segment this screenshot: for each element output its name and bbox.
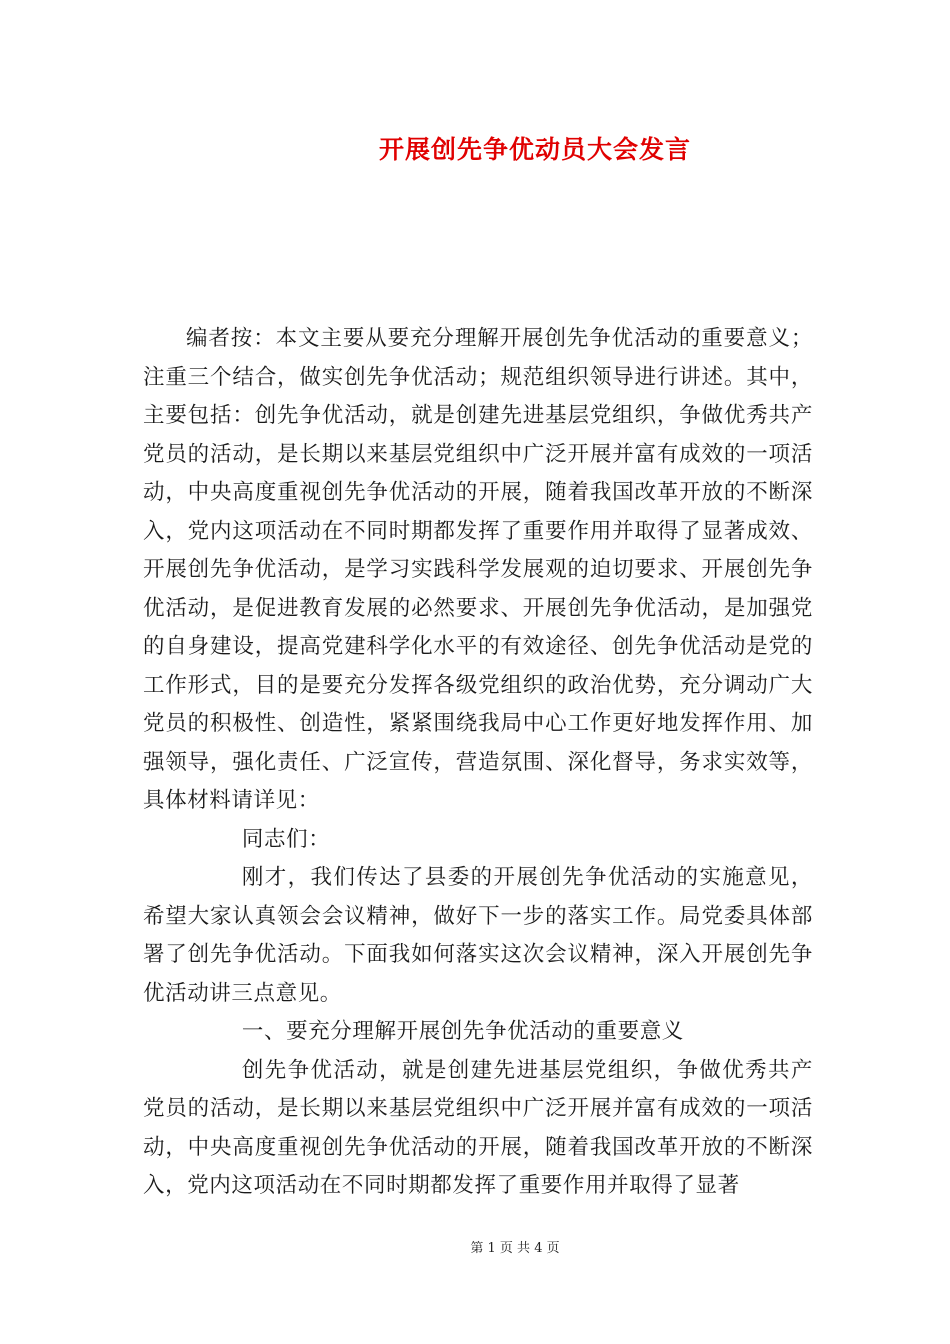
page-title: 开展创先争优动员大会发言 [378,135,691,164]
editor-note-paragraph: 编者按：本文主要从要充分理解开展创先争优活动的重要意义；注重三个结合，做实创先争优活动；规范组织领导进行讲述。其中，主要包括：创先争优活动，就是创建先进基层党组织，争做优秀共产党员的活动，是长期以来基层党组织中广泛开展并富有成效的一项活动，中央高度重视创先争优活动的开展，随着我国改革开放的不断深入，党内这项活动在不同时期都发挥了重要作用并取得了显著成效、开展创先争优活动，是学习实践科学发展观的迫切要求、开展创先争优活动，是促进教育发展的必然要求、开展创先争优活动，是加强党的自身建设，提高党建科学化水平的有效途径、创先争优活动是党的工作形式，目的是要充分发挥各级党组织的政治优势，充分调动广大党员的积极性、创造性，紧紧围绕我局中心工作更好地发挥作用、加强领导，强化责任、广泛宣传，营造氛围、深化督导，务求实效等，具体材料请详见： [143,326,813,813]
intro-paragraph: 刚才，我们传达了县委的开展创先争优活动的实施意见，希望大家认真领会会议精神，做好下一步的落实工作。局党委具体部署了创先争优活动。下面我如何落实这次会议精神，深入开展创先争优活动讲三点意见。 [143,865,813,1006]
section-heading-1: 一、要充分理解开展创先争优活动的重要意义 [241,1019,684,1044]
page-number-footer: 第 1 页 共 4 页 [470,1241,560,1256]
salutation-paragraph: 同志们： [241,826,331,852]
document-body [143,320,813,1206]
section-1-paragraph: 创先争优活动，就是创建先进基层党组织，争做优秀共产党员的活动，是长期以来基层党组织中广泛开展并富有成效的一项活动，中央高度重视创先争优活动的开展，随着我国改革开放的不断深入，党内这项活动在不同时期都发挥了重要作用并取得了显著 [143,1057,813,1198]
